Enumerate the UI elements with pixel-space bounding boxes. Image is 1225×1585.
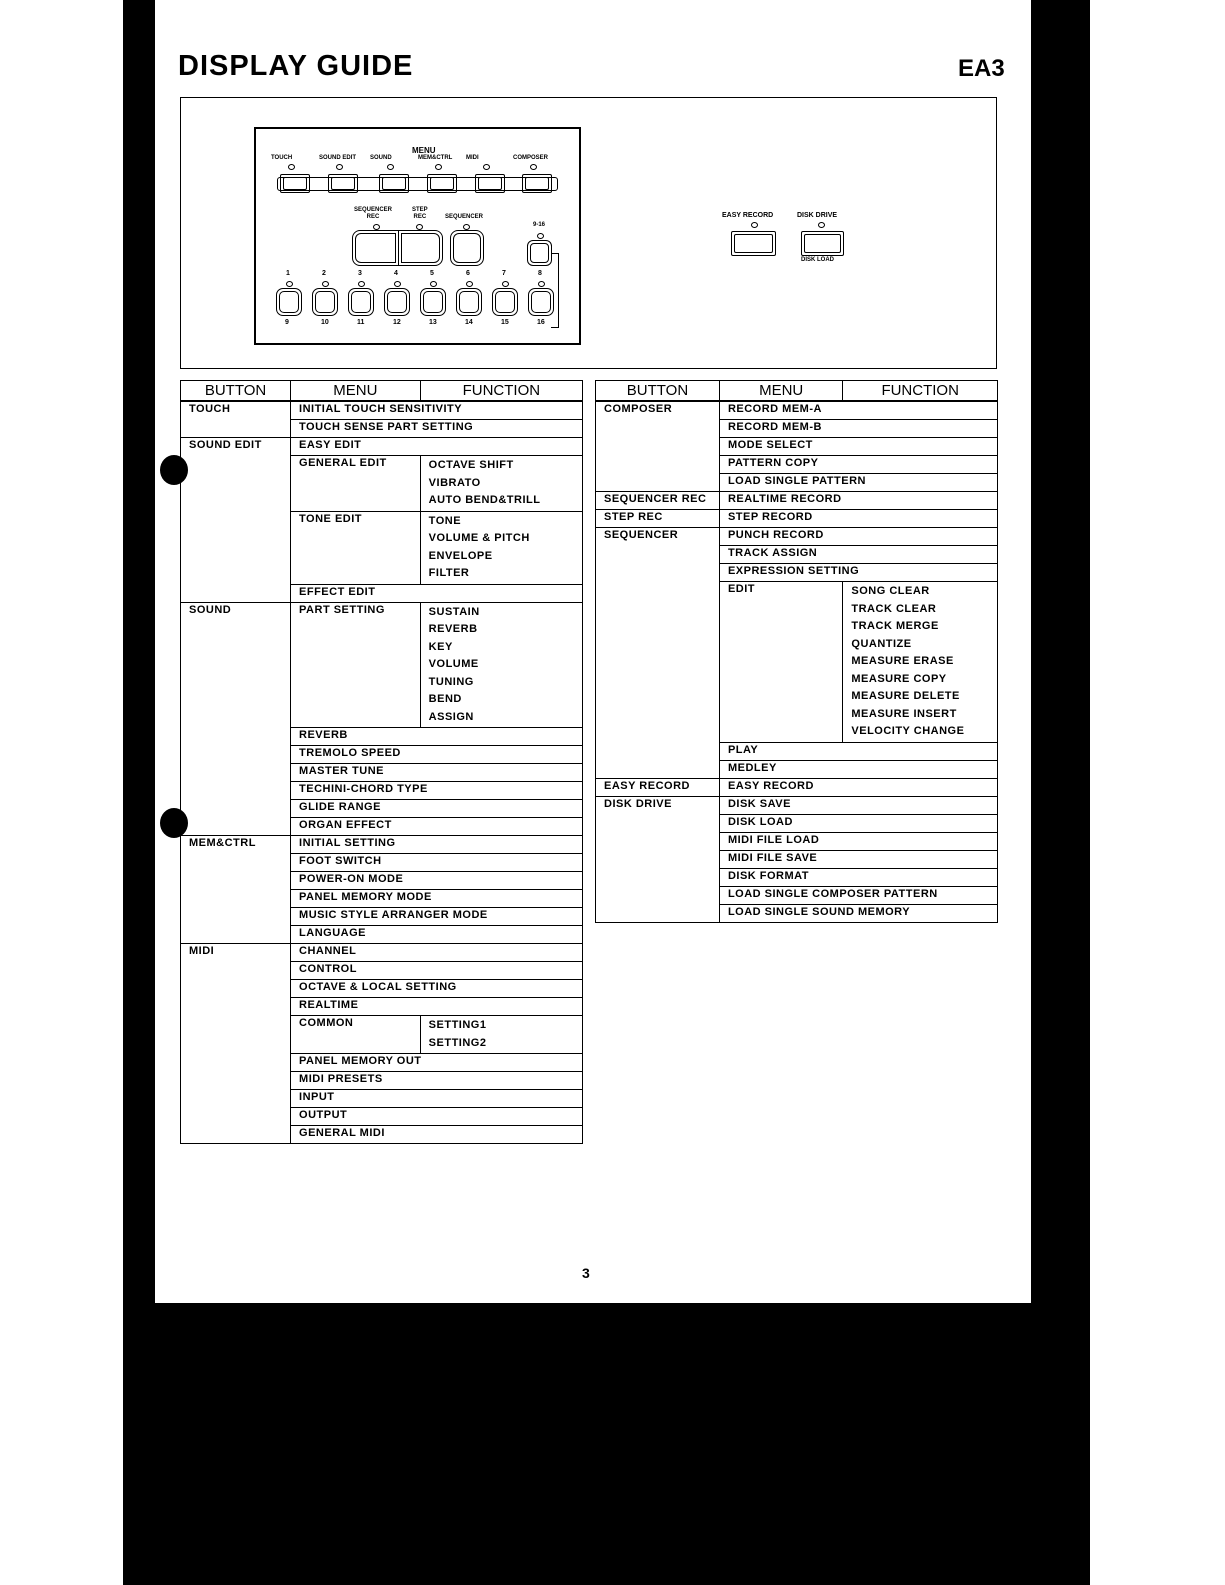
function-cell [420, 1016, 582, 1054]
menu-cell: DISK LOAD [719, 814, 997, 832]
menu-cell: INITIAL SETTING [291, 836, 583, 854]
track-led [538, 281, 545, 287]
menu-cell: STEP RECORD [719, 510, 997, 528]
easy-record-led [751, 222, 758, 228]
menu-led [435, 164, 442, 170]
track-led [322, 281, 329, 287]
sequencer-rec-button[interactable] [352, 230, 399, 266]
function-item: BEND [428, 693, 462, 705]
menu-cell: TRACK ASSIGN [719, 546, 997, 564]
menu-group-label: MENU [412, 146, 436, 155]
menu-cell: PANEL MEMORY MODE [291, 890, 583, 908]
button-cell: SEQUENCER [596, 528, 720, 779]
menu-cell: LOAD SINGLE PATTERN [719, 474, 997, 492]
menu-cell: MASTER TUNE [291, 764, 583, 782]
function-cell [420, 511, 582, 584]
function-cell [420, 456, 582, 512]
menu-cell: EFFECT EDIT [291, 584, 583, 602]
sequencer-rec-label: SEQUENCER REC [354, 207, 393, 220]
table-row [596, 510, 998, 528]
model-label: EA3 [958, 55, 1005, 82]
menu-button-rail [277, 177, 558, 191]
function-table-right [595, 380, 998, 923]
header-menu: MENU [291, 381, 421, 402]
table-row [596, 528, 998, 546]
menu-led [483, 164, 490, 170]
menu-cell: REVERB [291, 728, 583, 746]
menu-cell: OCTAVE & LOCAL SETTING [291, 980, 583, 998]
menu-cell: EASY RECORD [719, 778, 997, 796]
menu-cell: COMMON [291, 1016, 421, 1054]
table-row [181, 836, 583, 854]
menu-cell: MODE SELECT [719, 438, 997, 456]
function-table-left [180, 380, 583, 1144]
function-item: ASSIGN [428, 710, 474, 723]
header-menu: MENU [719, 381, 842, 402]
range-9-16-label: 9-16 [533, 222, 546, 228]
range-led [537, 233, 544, 239]
track-button[interactable] [456, 288, 482, 316]
track-led [358, 281, 365, 287]
function-item: AUTO BEND&TRILL [428, 494, 541, 506]
function-item: TRACK CLEAR [851, 602, 937, 615]
track-top-number: 5 [430, 270, 434, 277]
disk-drive-button[interactable] [801, 231, 844, 256]
menu-cell: CHANNEL [291, 944, 583, 962]
menu-cell: PANEL MEMORY OUT [291, 1054, 583, 1072]
function-item: TUNING [428, 675, 474, 688]
function-item: VELOCITY CHANGE [851, 725, 965, 737]
scan-margin-left [0, 0, 123, 1585]
track-top-number: 2 [322, 270, 326, 277]
function-item: TONE [428, 514, 462, 527]
track-bottom-number: 9 [285, 319, 289, 326]
function-item: KEY [428, 640, 453, 653]
menu-button-label: TOUCH [271, 155, 293, 161]
menu-button-label: SOUND EDIT [319, 155, 357, 161]
menu-cell: REALTIME [291, 998, 583, 1016]
table-row [596, 796, 998, 814]
step-rec-button[interactable] [398, 230, 443, 266]
menu-cell: GENERAL MIDI [291, 1126, 583, 1144]
disk-load-label: DISK LOAD [801, 257, 834, 263]
button-cell: SEQUENCER REC [596, 492, 720, 510]
scan-border-bottom [123, 1303, 1090, 1585]
menu-cell: LANGUAGE [291, 926, 583, 944]
menu-cell: LOAD SINGLE COMPOSER PATTERN [719, 886, 997, 904]
function-cell [420, 602, 582, 728]
function-item: SUSTAIN [428, 605, 480, 618]
track-led [502, 281, 509, 287]
track-top-number: 4 [394, 270, 398, 277]
menu-cell: MIDI FILE LOAD [719, 832, 997, 850]
track-top-number: 1 [286, 270, 290, 277]
menu-cell: EASY EDIT [291, 438, 583, 456]
button-cell: SOUND EDIT [181, 438, 291, 603]
menu-cell: CONTROL [291, 962, 583, 980]
track-bottom-number: 12 [393, 319, 401, 326]
menu-button-label: MIDI [466, 155, 479, 161]
function-item: TRACK MERGE [851, 620, 939, 632]
function-item: SETTING1 [428, 1019, 487, 1031]
header-function: FUNCTION [420, 381, 582, 402]
menu-cell: TOUCH SENSE PART SETTING [291, 420, 583, 438]
function-item: VOLUME & PITCH [428, 532, 530, 544]
menu-cell: TONE EDIT [291, 511, 421, 584]
function-item: MEASURE INSERT [851, 707, 957, 720]
menu-cell: FOOT SWITCH [291, 854, 583, 872]
menu-cell: MUSIC STYLE ARRANGER MODE [291, 908, 583, 926]
track-button[interactable] [384, 288, 410, 316]
function-item: MEASURE COPY [851, 672, 947, 685]
menu-cell: GENERAL EDIT [291, 456, 421, 512]
sequencer-label: SEQUENCER [445, 214, 484, 220]
step-rec-label: STEP REC [412, 207, 428, 220]
menu-led [530, 164, 537, 170]
track-top-number: 3 [358, 270, 362, 277]
track-button[interactable] [420, 288, 446, 316]
function-item: MEASURE DELETE [851, 690, 960, 702]
menu-button-label: SOUND [370, 155, 392, 161]
sequencer-button[interactable] [450, 230, 484, 266]
menu-cell: MEDLEY [719, 760, 997, 778]
menu-cell: TREMOLO SPEED [291, 746, 583, 764]
table-row [181, 602, 583, 728]
menu-button-label: COMPOSER [513, 155, 549, 161]
button-cell: MEM&CTRL [181, 836, 291, 944]
function-item: REVERB [428, 623, 478, 635]
menu-led [288, 164, 295, 170]
button-cell: COMPOSER [596, 401, 720, 492]
menu-cell: PART SETTING [291, 602, 421, 728]
table-row [596, 401, 998, 420]
function-item: OCTAVE SHIFT [428, 459, 514, 471]
scan-margin-right [1090, 0, 1225, 1585]
function-item: SONG CLEAR [851, 585, 930, 597]
track-led [394, 281, 401, 287]
easy-record-label: EASY RECORD [722, 212, 774, 219]
track-button[interactable] [528, 288, 554, 316]
page-title: DISPLAY GUIDE [178, 50, 414, 82]
table-row [596, 778, 998, 796]
button-cell: DISK DRIVE [596, 796, 720, 922]
menu-cell: DISK FORMAT [719, 868, 997, 886]
table-row [181, 944, 583, 962]
track-bottom-number: 13 [429, 319, 437, 326]
menu-cell: REALTIME RECORD [719, 492, 997, 510]
menu-cell: PATTERN COPY [719, 456, 997, 474]
menu-cell: DISK SAVE [719, 796, 997, 814]
easy-record-button[interactable] [731, 231, 776, 256]
menu-cell: OUTPUT [291, 1108, 583, 1126]
track-led [286, 281, 293, 287]
function-item: QUANTIZE [851, 637, 912, 650]
function-item: SETTING2 [428, 1036, 487, 1049]
button-cell: STEP REC [596, 510, 720, 528]
menu-led [336, 164, 343, 170]
menu-cell: GLIDE RANGE [291, 800, 583, 818]
track-bottom-number: 10 [321, 319, 329, 326]
menu-cell: LOAD SINGLE SOUND MEMORY [719, 904, 997, 922]
track-button[interactable] [492, 288, 518, 316]
function-item: FILTER [428, 567, 470, 579]
header-button: BUTTON [181, 381, 291, 402]
track-top-number: 7 [502, 270, 506, 277]
table-row [181, 401, 583, 420]
function-item: VIBRATO [428, 476, 481, 489]
function-item: VOLUME [428, 658, 479, 670]
menu-cell: RECORD MEM-B [719, 420, 997, 438]
menu-cell: MIDI PRESETS [291, 1072, 583, 1090]
function-item: ENVELOPE [428, 549, 493, 562]
menu-cell: EDIT [719, 582, 842, 743]
function-cell [843, 582, 998, 743]
header-function: FUNCTION [843, 381, 998, 402]
track-bottom-number: 15 [501, 319, 509, 326]
track-led [466, 281, 473, 287]
menu-cell: MIDI FILE SAVE [719, 850, 997, 868]
menu-cell: POWER-ON MODE [291, 872, 583, 890]
button-cell: TOUCH [181, 401, 291, 438]
track-top-number: 8 [538, 270, 542, 277]
menu-cell: INPUT [291, 1090, 583, 1108]
disk-drive-led [818, 222, 825, 228]
menu-cell: PLAY [719, 742, 997, 760]
button-cell: MIDI [181, 944, 291, 1144]
menu-cell: ORGAN EFFECT [291, 818, 583, 836]
table-row [181, 438, 583, 456]
button-cell: EASY RECORD [596, 778, 720, 796]
disk-drive-label: DISK DRIVE [797, 212, 838, 219]
track-bottom-number: 14 [465, 319, 473, 326]
track-bottom-number: 11 [357, 319, 365, 326]
menu-cell: RECORD MEM-A [719, 401, 997, 420]
track-top-number: 6 [466, 270, 470, 277]
button-cell: SOUND [181, 602, 291, 836]
menu-led [387, 164, 394, 170]
track-button[interactable] [276, 288, 302, 316]
track-button[interactable] [312, 288, 338, 316]
header-button: BUTTON [596, 381, 720, 402]
track-9-16-button[interactable] [527, 240, 552, 266]
track-led [430, 281, 437, 287]
menu-button-label: MEM&CTRL [418, 155, 453, 161]
menu-cell: TECHINI-CHORD TYPE [291, 782, 583, 800]
menu-cell: EXPRESSION SETTING [719, 564, 997, 582]
page-number: 3 [582, 1265, 590, 1281]
track-button[interactable] [348, 288, 374, 316]
menu-cell: PUNCH RECORD [719, 528, 997, 546]
table-row [596, 492, 998, 510]
menu-cell: INITIAL TOUCH SENSITIVITY [291, 401, 583, 420]
function-item: MEASURE ERASE [851, 655, 954, 667]
track-bottom-number: 16 [537, 319, 545, 326]
